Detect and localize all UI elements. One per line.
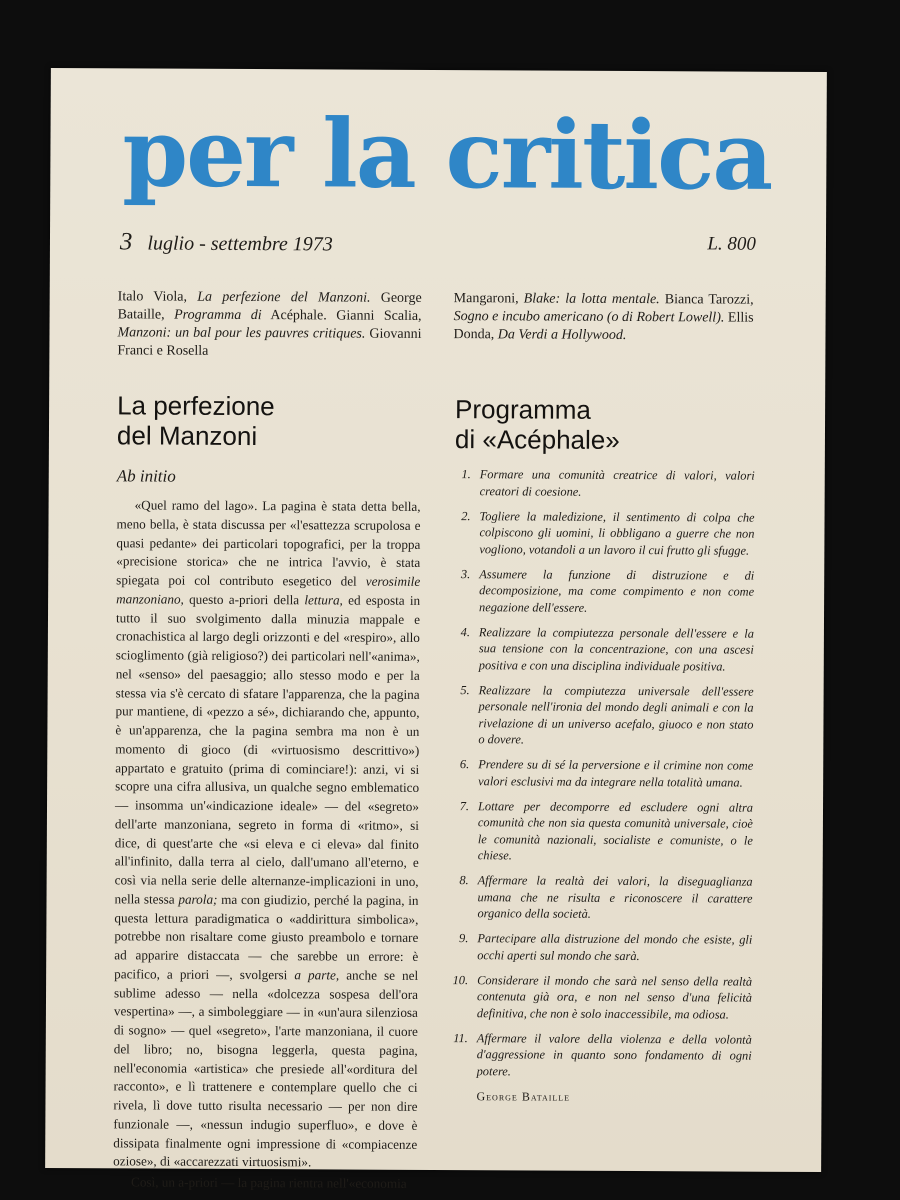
program-item-text: Togliere la maledizione, il sentimento di colpa che colpiscono gli uomini, li obbligano a guerre che non vogliono, votandoli a un lavoro il cui frutto gli sfugge. <box>479 508 755 558</box>
article-title-left <box>117 390 275 451</box>
program-item <box>444 566 754 617</box>
issue-price: L. 800 <box>707 233 757 255</box>
table-of-contents-left <box>117 288 421 362</box>
program-item-number: 10. <box>452 972 469 987</box>
program-item-text: Affermare il valore della violenza e della volontà d'aggressione in quanto sono fondamento di ogni potere. <box>476 1030 752 1078</box>
contents-entry: Giovanni Franci e Rosella <box>117 326 422 359</box>
author-signature: George Bataille <box>476 1088 571 1104</box>
paragraph-run: Così, un a-priori — la pagina rientra nell'«economia <box>131 1174 407 1191</box>
program-item <box>443 798 753 866</box>
contents-entry: Acéphale. Gianni Scalia, <box>261 308 422 324</box>
program-item-text: Realizzare la compiutezza universale dell'essere personale nell'ironia del mondo degli animali e con la rivelazione di un universo acefalo, giuoco e non stato o dovere. <box>478 682 754 747</box>
contents-entry: Da Verdi a Hollywood. <box>497 327 627 343</box>
program-item-number: 1. <box>461 467 471 482</box>
contents-entry: Sogno e incubo americano (o di Robert Lowell). <box>453 309 725 326</box>
paragraph-run: ed esposta in tutto il suo svolgimento dalla minuzia mappale e cronachistica al largo degli orizzonti e del «respiro», allo scioglimento (già religioso?) dei particolari nell'«anima», nel «senso» del paesaggio; allo stesso modo e per la stessa via s'è cercato di sfatare l'apparenza, che la pagina pur mantiene, di «pezzo a sé», dichiarando che, appunto, è un'apparenza, che la pagina sembra ma non è un momento di gioco (di «virtuosismo descrittivo») appartato e gratuito (prima di cominciare!): anzi, vi si scopre una cifra allusiva, un qualche segno emblematico — insomma un'«indicazione ideale» — del «segreto» dell'arte manzoniana, segreto in forma di «ritmo», si dice, di quest'arte che «si eleva e ci eleva» dal finito all'infinito, dalla terra al cielo, dall'umano all'eterno, e così via nella serie delle alternanze-implicazioni in uno, nella stessa <box>114 592 421 907</box>
program-item-number: 5. <box>460 682 470 697</box>
article-title-right <box>455 394 620 455</box>
program-item <box>444 508 754 559</box>
article-title-left-line2: del Manzoni <box>116 420 258 452</box>
table-of-contents-right <box>453 290 753 346</box>
article-paragraph <box>113 496 421 1173</box>
program-item-number: 11. <box>453 1030 468 1045</box>
contents-entry: Mangaroni, <box>453 291 524 307</box>
issue-number: 3 <box>119 228 133 256</box>
paragraph-run: anche se nel sublime adesso — nella «dolcezza sospesa dell'ora vespertina» —, a simboleggiare — in «un'aura silenziosa di sogno» — quel «segreto», l'arte manzoniana, il cuore del libro; no, bisogna leggerla, questa pagina, nell'economia «artistica» che presiede all'«orditura del racconto», e lì trattenere e contemplare quello che ci rivela, lì dove tutto risulta necessario — per non dire funzionale —, «nessun indugio superfluo», e dove è dissipata finalmente ogni impressione di «compiacenze oziose», di «accarezzati virtuosismi». <box>113 967 419 1170</box>
masthead-title: per la critica <box>122 98 772 212</box>
program-item <box>443 756 753 791</box>
article-body <box>113 496 421 1193</box>
article-title-right-line2: di «Acéphale» <box>454 424 620 455</box>
paragraph-run: verosimile manzoniano, <box>116 573 421 607</box>
article-title-right-line1: Programma <box>455 394 592 425</box>
contents-entry: George Bataille, <box>117 290 422 323</box>
program-item-number: 2. <box>461 508 471 523</box>
program-item-text: Lottare per decomporre ed escludere ogni altra comunità che non sia questa comunità universale, cioè le comunità nazionali, socialiste e comuniste, o le chiese. <box>477 798 754 863</box>
issue-line <box>120 228 756 259</box>
program-item <box>442 1030 752 1081</box>
paragraph-run: lettura, <box>304 592 343 608</box>
program-item-number: 8. <box>459 873 469 888</box>
contents-entry: Italo Viola, <box>117 289 198 305</box>
article-title-left-line1: La perfezione <box>117 390 275 422</box>
issue-period: luglio - settembre 1973 <box>147 232 333 256</box>
paragraph-run: questo a-priori della <box>183 591 305 608</box>
program-item-text: Assumere la funzione di distruzione e di decomposizione, ma come compimento e non come negazione dell'essere. <box>479 566 755 615</box>
article-paragraph <box>113 1173 417 1193</box>
program-list <box>441 466 754 1106</box>
program-item-text: Affermare la realtà dei valori, la diseguaglianza umana che ne risulta e riconoscere il carattere organico della società. <box>477 873 753 921</box>
program-item-number: 7. <box>459 798 470 813</box>
program-item <box>443 682 753 750</box>
program-item <box>442 930 752 965</box>
program-item-number: 6. <box>459 757 470 772</box>
section-heading: Ab initio <box>116 466 176 486</box>
program-item <box>442 972 752 1023</box>
program-item-text: Partecipare alla distruzione del mondo che esiste, gli occhi aperti sul mondo che sarà. <box>477 931 753 963</box>
contents-entry: Bianca Tarozzi, <box>659 292 754 308</box>
program-item-number: 9. <box>459 931 469 946</box>
program-item <box>444 624 754 675</box>
program-item-number: 3. <box>460 566 471 581</box>
program-item-text: Realizzare la compiutezza personale dell'essere e la sua tensione con la concentrazione, con una ascesi positiva e con una disciplina individuale positiva. <box>478 624 754 674</box>
program-item <box>445 466 755 501</box>
program-item-text: Formare una comunità creatrice di valori, valori creatori di coesione. <box>479 467 755 499</box>
contents-entry: La perfezione del Manzoni. <box>197 289 371 306</box>
contents-entry: Blake: la lotta mentale. <box>523 291 660 308</box>
contents-entry: Ellis Donda, <box>453 310 754 343</box>
program-item-text: Prendere su di sé la perversione e il crimine non come valori esclusivi ma da integrare nella totalità umana. <box>478 757 754 790</box>
contents-entry: Manzoni: un bal pour les pauvres critiques. <box>117 325 366 342</box>
program-item-text: Considerare il mondo che sarà nel senso della realtà contenuta già ora, e non nel senso d'una felicità definitiva, che non è solo inaccessibile, ma odiosa. <box>476 972 753 1022</box>
paragraph-run: ma con giudizio, perché la pagina, in questa lettura paradigmatica o «addirittura simbolica», potrebbe non risaltare come giusto preambolo e tornare ad apparire distaccata — che sarebbe un errore: è pacifico, a priori —, svolgersi <box>114 891 419 983</box>
paragraph-run: parola; <box>178 891 218 907</box>
program-item <box>442 872 752 923</box>
paragraph-run: a parte, <box>294 967 340 983</box>
paragraph-run: «Quel ramo del lago». La pagina è stata detta bella, meno bella, è stata discussa per «l'esattezza scrupolosa e quasi pedante» dei particolari topografici, per la troppa «precisione storica» che ne intrica l'avvio, è stata spiegata poi col contributo esegetico del <box>116 497 421 589</box>
magazine-page <box>45 68 827 1191</box>
contents-entry: Programma di <box>174 307 262 324</box>
program-item-number: 4. <box>460 624 470 639</box>
